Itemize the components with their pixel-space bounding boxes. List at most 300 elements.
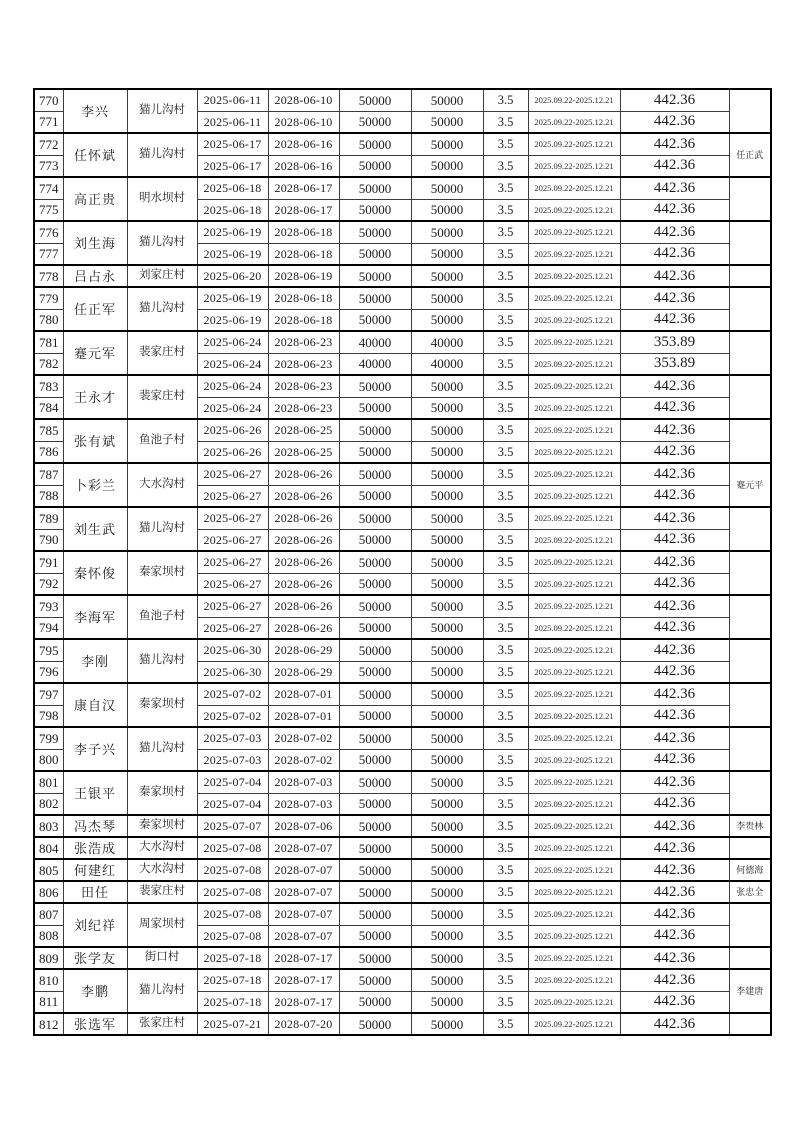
loan-amount-cell: 50000 (339, 903, 411, 925)
interest-cell: 442.36 (620, 991, 729, 1013)
name-cell: 王银平 (63, 771, 127, 815)
loan-amount-cell: 40000 (339, 331, 411, 353)
name-cell: 吕占永 (63, 265, 127, 287)
row-number-cell: 806 (34, 881, 63, 903)
period-cell: 2025.09.22-2025.12.21 (528, 639, 620, 661)
row-number-cell: 777 (34, 243, 63, 265)
end-date-cell: 2028-06-23 (268, 375, 339, 397)
interest-cell: 442.36 (620, 133, 729, 155)
name-cell: 张有斌 (63, 419, 127, 463)
loan-amount-cell: 50000 (339, 89, 411, 111)
village-cell: 街口村 (127, 947, 197, 969)
village-cell: 秦家坝村 (127, 683, 197, 727)
start-date-cell: 2025-07-04 (197, 793, 268, 815)
name-cell: 李鹏 (63, 969, 127, 1013)
loan-table-body (34, 89, 771, 1035)
start-date-cell: 2025-06-11 (197, 89, 268, 111)
start-date-cell: 2025-07-08 (197, 925, 268, 947)
rate-cell: 3.5 (483, 573, 528, 595)
period-cell: 2025.09.22-2025.12.21 (528, 1013, 620, 1035)
interest-cell: 442.36 (620, 155, 729, 177)
balance-amount-cell: 50000 (411, 133, 483, 155)
period-cell: 2025.09.22-2025.12.21 (528, 947, 620, 969)
row-number-cell: 797 (34, 683, 63, 705)
interest-cell: 353.89 (620, 331, 729, 353)
balance-amount-cell: 50000 (411, 727, 483, 749)
village-cell: 明水坝村 (127, 177, 197, 221)
rate-cell: 3.5 (483, 507, 528, 529)
end-date-cell: 2028-07-20 (268, 1013, 339, 1035)
village-cell: 猫儿沟村 (127, 287, 197, 331)
remark-cell (729, 1013, 771, 1035)
loan-amount-cell: 50000 (339, 177, 411, 199)
table-row (34, 375, 771, 397)
start-date-cell: 2025-06-20 (197, 265, 268, 287)
loan-amount-cell: 50000 (339, 133, 411, 155)
balance-amount-cell: 50000 (411, 881, 483, 903)
start-date-cell: 2025-07-08 (197, 859, 268, 881)
loan-amount-cell: 50000 (339, 155, 411, 177)
period-cell: 2025.09.22-2025.12.21 (528, 881, 620, 903)
row-number-cell: 796 (34, 661, 63, 683)
row-number-cell: 772 (34, 133, 63, 155)
balance-amount-cell: 50000 (411, 529, 483, 551)
end-date-cell: 2028-06-29 (268, 661, 339, 683)
start-date-cell: 2025-06-19 (197, 221, 268, 243)
row-number-cell: 800 (34, 749, 63, 771)
end-date-cell: 2028-07-06 (268, 815, 339, 837)
loan-amount-cell: 50000 (339, 881, 411, 903)
row-number-cell: 802 (34, 793, 63, 815)
loan-amount-cell: 50000 (339, 221, 411, 243)
end-date-cell: 2028-06-23 (268, 331, 339, 353)
start-date-cell: 2025-07-18 (197, 991, 268, 1013)
end-date-cell: 2028-06-18 (268, 221, 339, 243)
row-number-cell: 789 (34, 507, 63, 529)
period-cell: 2025.09.22-2025.12.21 (528, 309, 620, 331)
name-cell: 刘生海 (63, 221, 127, 265)
balance-amount-cell: 50000 (411, 793, 483, 815)
loan-amount-cell: 50000 (339, 529, 411, 551)
interest-cell: 442.36 (620, 903, 729, 925)
name-cell: 李刚 (63, 639, 127, 683)
start-date-cell: 2025-06-30 (197, 661, 268, 683)
balance-amount-cell: 50000 (411, 815, 483, 837)
balance-amount-cell: 50000 (411, 991, 483, 1013)
rate-cell: 3.5 (483, 859, 528, 881)
loan-amount-cell: 50000 (339, 793, 411, 815)
end-date-cell: 2028-07-07 (268, 859, 339, 881)
name-cell: 何建红 (63, 859, 127, 881)
table-row (34, 969, 771, 991)
period-cell: 2025.09.22-2025.12.21 (528, 529, 620, 551)
start-date-cell: 2025-06-19 (197, 309, 268, 331)
end-date-cell: 2028-07-02 (268, 727, 339, 749)
table-row (34, 463, 771, 485)
name-cell: 秦怀俊 (63, 551, 127, 595)
end-date-cell: 2028-06-18 (268, 287, 339, 309)
loan-amount-cell: 50000 (339, 859, 411, 881)
row-number-cell: 779 (34, 287, 63, 309)
table-row (34, 221, 771, 243)
balance-amount-cell: 50000 (411, 749, 483, 771)
interest-cell: 442.36 (620, 727, 729, 749)
row-number-cell: 784 (34, 397, 63, 419)
name-cell: 田任 (63, 881, 127, 903)
interest-cell: 442.36 (620, 551, 729, 573)
end-date-cell: 2028-06-26 (268, 551, 339, 573)
remark-cell: 蹇元平 (729, 463, 771, 507)
rate-cell: 3.5 (483, 485, 528, 507)
interest-cell: 442.36 (620, 89, 729, 111)
end-date-cell: 2028-07-17 (268, 969, 339, 991)
remark-cell: 李建唐 (729, 969, 771, 1013)
remark-cell: 任正武 (729, 133, 771, 177)
row-number-cell: 793 (34, 595, 63, 617)
loan-amount-cell: 50000 (339, 375, 411, 397)
rate-cell: 3.5 (483, 771, 528, 793)
rate-cell: 3.5 (483, 837, 528, 859)
start-date-cell: 2025-06-27 (197, 551, 268, 573)
rate-cell: 3.5 (483, 1013, 528, 1035)
row-number-cell: 787 (34, 463, 63, 485)
period-cell: 2025.09.22-2025.12.21 (528, 133, 620, 155)
interest-cell: 442.36 (620, 749, 729, 771)
rate-cell: 3.5 (483, 639, 528, 661)
period-cell: 2025.09.22-2025.12.21 (528, 419, 620, 441)
balance-amount-cell: 50000 (411, 419, 483, 441)
loan-amount-cell: 50000 (339, 617, 411, 639)
balance-amount-cell: 50000 (411, 309, 483, 331)
loan-table (33, 88, 772, 1036)
table-row (34, 287, 771, 309)
village-cell: 大水沟村 (127, 837, 197, 859)
table-row (34, 727, 771, 749)
start-date-cell: 2025-06-18 (197, 177, 268, 199)
rate-cell: 3.5 (483, 287, 528, 309)
loan-amount-cell: 50000 (339, 837, 411, 859)
period-cell: 2025.09.22-2025.12.21 (528, 617, 620, 639)
remark-cell (729, 837, 771, 859)
table-row (34, 265, 771, 287)
table-row (34, 859, 771, 881)
start-date-cell: 2025-07-08 (197, 903, 268, 925)
remark-cell (729, 177, 771, 221)
balance-amount-cell: 50000 (411, 837, 483, 859)
balance-amount-cell: 50000 (411, 639, 483, 661)
start-date-cell: 2025-06-26 (197, 419, 268, 441)
period-cell: 2025.09.22-2025.12.21 (528, 727, 620, 749)
start-date-cell: 2025-06-24 (197, 353, 268, 375)
village-cell: 猫儿沟村 (127, 89, 197, 133)
table-row (34, 551, 771, 573)
rate-cell: 3.5 (483, 155, 528, 177)
rate-cell: 3.5 (483, 749, 528, 771)
end-date-cell: 2028-06-10 (268, 111, 339, 133)
balance-amount-cell: 50000 (411, 265, 483, 287)
loan-amount-cell: 50000 (339, 1013, 411, 1035)
remark-cell (729, 551, 771, 595)
name-cell: 高正贵 (63, 177, 127, 221)
balance-amount-cell: 50000 (411, 111, 483, 133)
table-row (34, 815, 771, 837)
rate-cell: 3.5 (483, 419, 528, 441)
interest-cell: 442.36 (620, 793, 729, 815)
row-number-cell: 774 (34, 177, 63, 199)
start-date-cell: 2025-07-07 (197, 815, 268, 837)
start-date-cell: 2025-06-27 (197, 507, 268, 529)
period-cell: 2025.09.22-2025.12.21 (528, 397, 620, 419)
period-cell: 2025.09.22-2025.12.21 (528, 155, 620, 177)
loan-amount-cell: 40000 (339, 353, 411, 375)
village-cell: 秦家坝村 (127, 551, 197, 595)
row-number-cell: 770 (34, 89, 63, 111)
period-cell: 2025.09.22-2025.12.21 (528, 815, 620, 837)
remark-cell (729, 331, 771, 375)
table-row (34, 639, 771, 661)
rate-cell: 3.5 (483, 947, 528, 969)
table-row (34, 177, 771, 199)
end-date-cell: 2028-06-17 (268, 177, 339, 199)
start-date-cell: 2025-07-04 (197, 771, 268, 793)
loan-amount-cell: 50000 (339, 111, 411, 133)
remark-cell (729, 903, 771, 947)
interest-cell: 442.36 (620, 243, 729, 265)
loan-amount-cell: 50000 (339, 243, 411, 265)
row-number-cell: 781 (34, 331, 63, 353)
loan-amount-cell: 50000 (339, 287, 411, 309)
start-date-cell: 2025-07-03 (197, 727, 268, 749)
rate-cell: 3.5 (483, 353, 528, 375)
interest-cell: 442.36 (620, 705, 729, 727)
name-cell: 刘纪祥 (63, 903, 127, 947)
row-number-cell: 788 (34, 485, 63, 507)
balance-amount-cell: 50000 (411, 683, 483, 705)
end-date-cell: 2028-06-18 (268, 243, 339, 265)
rate-cell: 3.5 (483, 111, 528, 133)
row-number-cell: 807 (34, 903, 63, 925)
village-cell: 裴家庄村 (127, 881, 197, 903)
loan-amount-cell: 50000 (339, 309, 411, 331)
balance-amount-cell: 50000 (411, 661, 483, 683)
rate-cell: 3.5 (483, 309, 528, 331)
period-cell: 2025.09.22-2025.12.21 (528, 793, 620, 815)
loan-amount-cell: 50000 (339, 947, 411, 969)
balance-amount-cell: 50000 (411, 177, 483, 199)
loan-amount-cell: 50000 (339, 925, 411, 947)
period-cell: 2025.09.22-2025.12.21 (528, 925, 620, 947)
end-date-cell: 2028-07-07 (268, 881, 339, 903)
village-cell: 猫儿沟村 (127, 969, 197, 1013)
loan-amount-cell: 50000 (339, 639, 411, 661)
table-row (34, 881, 771, 903)
rate-cell: 3.5 (483, 463, 528, 485)
end-date-cell: 2028-06-17 (268, 199, 339, 221)
rate-cell: 3.5 (483, 551, 528, 573)
row-number-cell: 799 (34, 727, 63, 749)
balance-amount-cell: 40000 (411, 353, 483, 375)
balance-amount-cell: 50000 (411, 947, 483, 969)
remark-cell (729, 507, 771, 551)
end-date-cell: 2028-07-01 (268, 683, 339, 705)
row-number-cell: 808 (34, 925, 63, 947)
balance-amount-cell: 50000 (411, 573, 483, 595)
start-date-cell: 2025-06-27 (197, 595, 268, 617)
table-row (34, 507, 771, 529)
remark-cell: 张忠全 (729, 881, 771, 903)
row-number-cell: 794 (34, 617, 63, 639)
rate-cell: 3.5 (483, 397, 528, 419)
interest-cell: 442.36 (620, 463, 729, 485)
balance-amount-cell: 50000 (411, 243, 483, 265)
rate-cell: 3.5 (483, 793, 528, 815)
rate-cell: 3.5 (483, 617, 528, 639)
period-cell: 2025.09.22-2025.12.21 (528, 903, 620, 925)
start-date-cell: 2025-06-27 (197, 573, 268, 595)
period-cell: 2025.09.22-2025.12.21 (528, 463, 620, 485)
row-number-cell: 791 (34, 551, 63, 573)
period-cell: 2025.09.22-2025.12.21 (528, 331, 620, 353)
end-date-cell: 2028-07-01 (268, 705, 339, 727)
interest-cell: 442.36 (620, 969, 729, 991)
period-cell: 2025.09.22-2025.12.21 (528, 705, 620, 727)
period-cell: 2025.09.22-2025.12.21 (528, 551, 620, 573)
period-cell: 2025.09.22-2025.12.21 (528, 265, 620, 287)
balance-amount-cell: 50000 (411, 199, 483, 221)
period-cell: 2025.09.22-2025.12.21 (528, 353, 620, 375)
end-date-cell: 2028-06-26 (268, 617, 339, 639)
period-cell: 2025.09.22-2025.12.21 (528, 89, 620, 111)
remark-cell (729, 771, 771, 815)
rate-cell: 3.5 (483, 375, 528, 397)
end-date-cell: 2028-06-25 (268, 419, 339, 441)
interest-cell: 442.36 (620, 507, 729, 529)
loan-amount-cell: 50000 (339, 727, 411, 749)
rate-cell: 3.5 (483, 727, 528, 749)
period-cell: 2025.09.22-2025.12.21 (528, 507, 620, 529)
balance-amount-cell: 50000 (411, 969, 483, 991)
row-number-cell: 792 (34, 573, 63, 595)
rate-cell: 3.5 (483, 705, 528, 727)
interest-cell: 442.36 (620, 111, 729, 133)
period-cell: 2025.09.22-2025.12.21 (528, 991, 620, 1013)
end-date-cell: 2028-06-10 (268, 89, 339, 111)
village-cell: 鱼池子村 (127, 419, 197, 463)
loan-amount-cell: 50000 (339, 661, 411, 683)
row-number-cell: 790 (34, 529, 63, 551)
table-row (34, 903, 771, 925)
start-date-cell: 2025-07-18 (197, 969, 268, 991)
start-date-cell: 2025-06-11 (197, 111, 268, 133)
interest-cell: 442.36 (620, 397, 729, 419)
name-cell: 康自汉 (63, 683, 127, 727)
loan-amount-cell: 50000 (339, 683, 411, 705)
period-cell: 2025.09.22-2025.12.21 (528, 683, 620, 705)
table-row (34, 683, 771, 705)
interest-cell: 442.36 (620, 529, 729, 551)
period-cell: 2025.09.22-2025.12.21 (528, 485, 620, 507)
end-date-cell: 2028-07-07 (268, 837, 339, 859)
end-date-cell: 2028-06-26 (268, 463, 339, 485)
balance-amount-cell: 40000 (411, 331, 483, 353)
period-cell: 2025.09.22-2025.12.21 (528, 573, 620, 595)
row-number-cell: 805 (34, 859, 63, 881)
row-number-cell: 778 (34, 265, 63, 287)
interest-cell: 442.36 (620, 947, 729, 969)
row-number-cell: 776 (34, 221, 63, 243)
remark-cell (729, 89, 771, 133)
loan-amount-cell: 50000 (339, 595, 411, 617)
period-cell: 2025.09.22-2025.12.21 (528, 661, 620, 683)
period-cell: 2025.09.22-2025.12.21 (528, 243, 620, 265)
start-date-cell: 2025-07-03 (197, 749, 268, 771)
row-number-cell: 771 (34, 111, 63, 133)
balance-amount-cell: 50000 (411, 771, 483, 793)
row-number-cell: 798 (34, 705, 63, 727)
period-cell: 2025.09.22-2025.12.21 (528, 177, 620, 199)
row-number-cell: 795 (34, 639, 63, 661)
name-cell: 李海军 (63, 595, 127, 639)
period-cell: 2025.09.22-2025.12.21 (528, 595, 620, 617)
end-date-cell: 2028-07-17 (268, 947, 339, 969)
interest-cell: 442.36 (620, 771, 729, 793)
row-number-cell: 804 (34, 837, 63, 859)
rate-cell: 3.5 (483, 595, 528, 617)
village-cell: 周家坝村 (127, 903, 197, 947)
balance-amount-cell: 50000 (411, 441, 483, 463)
balance-amount-cell: 50000 (411, 1013, 483, 1035)
table-row (34, 595, 771, 617)
start-date-cell: 2025-06-17 (197, 133, 268, 155)
remark-cell (729, 419, 771, 463)
rate-cell: 3.5 (483, 265, 528, 287)
end-date-cell: 2028-06-26 (268, 485, 339, 507)
row-number-cell: 801 (34, 771, 63, 793)
table-row (34, 89, 771, 111)
balance-amount-cell: 50000 (411, 507, 483, 529)
village-cell: 猫儿沟村 (127, 133, 197, 177)
name-cell: 张选军 (63, 1013, 127, 1035)
interest-cell: 442.36 (620, 1013, 729, 1035)
period-cell: 2025.09.22-2025.12.21 (528, 969, 620, 991)
remark-cell (729, 375, 771, 419)
loan-amount-cell: 50000 (339, 991, 411, 1013)
loan-amount-cell: 50000 (339, 815, 411, 837)
loan-amount-cell: 50000 (339, 969, 411, 991)
loan-amount-cell: 50000 (339, 485, 411, 507)
row-number-cell: 785 (34, 419, 63, 441)
row-number-cell: 786 (34, 441, 63, 463)
name-cell: 任怀斌 (63, 133, 127, 177)
period-cell: 2025.09.22-2025.12.21 (528, 111, 620, 133)
table-row (34, 947, 771, 969)
remark-cell (729, 727, 771, 771)
loan-amount-cell: 50000 (339, 419, 411, 441)
end-date-cell: 2028-06-23 (268, 353, 339, 375)
village-cell: 刘家庄村 (127, 265, 197, 287)
interest-cell: 442.36 (620, 639, 729, 661)
period-cell: 2025.09.22-2025.12.21 (528, 199, 620, 221)
remark-cell (729, 265, 771, 287)
interest-cell: 442.36 (620, 177, 729, 199)
village-cell: 大水沟村 (127, 463, 197, 507)
balance-amount-cell: 50000 (411, 617, 483, 639)
table-row (34, 419, 771, 441)
period-cell: 2025.09.22-2025.12.21 (528, 837, 620, 859)
table-row (34, 331, 771, 353)
interest-cell: 442.36 (620, 441, 729, 463)
start-date-cell: 2025-06-26 (197, 441, 268, 463)
